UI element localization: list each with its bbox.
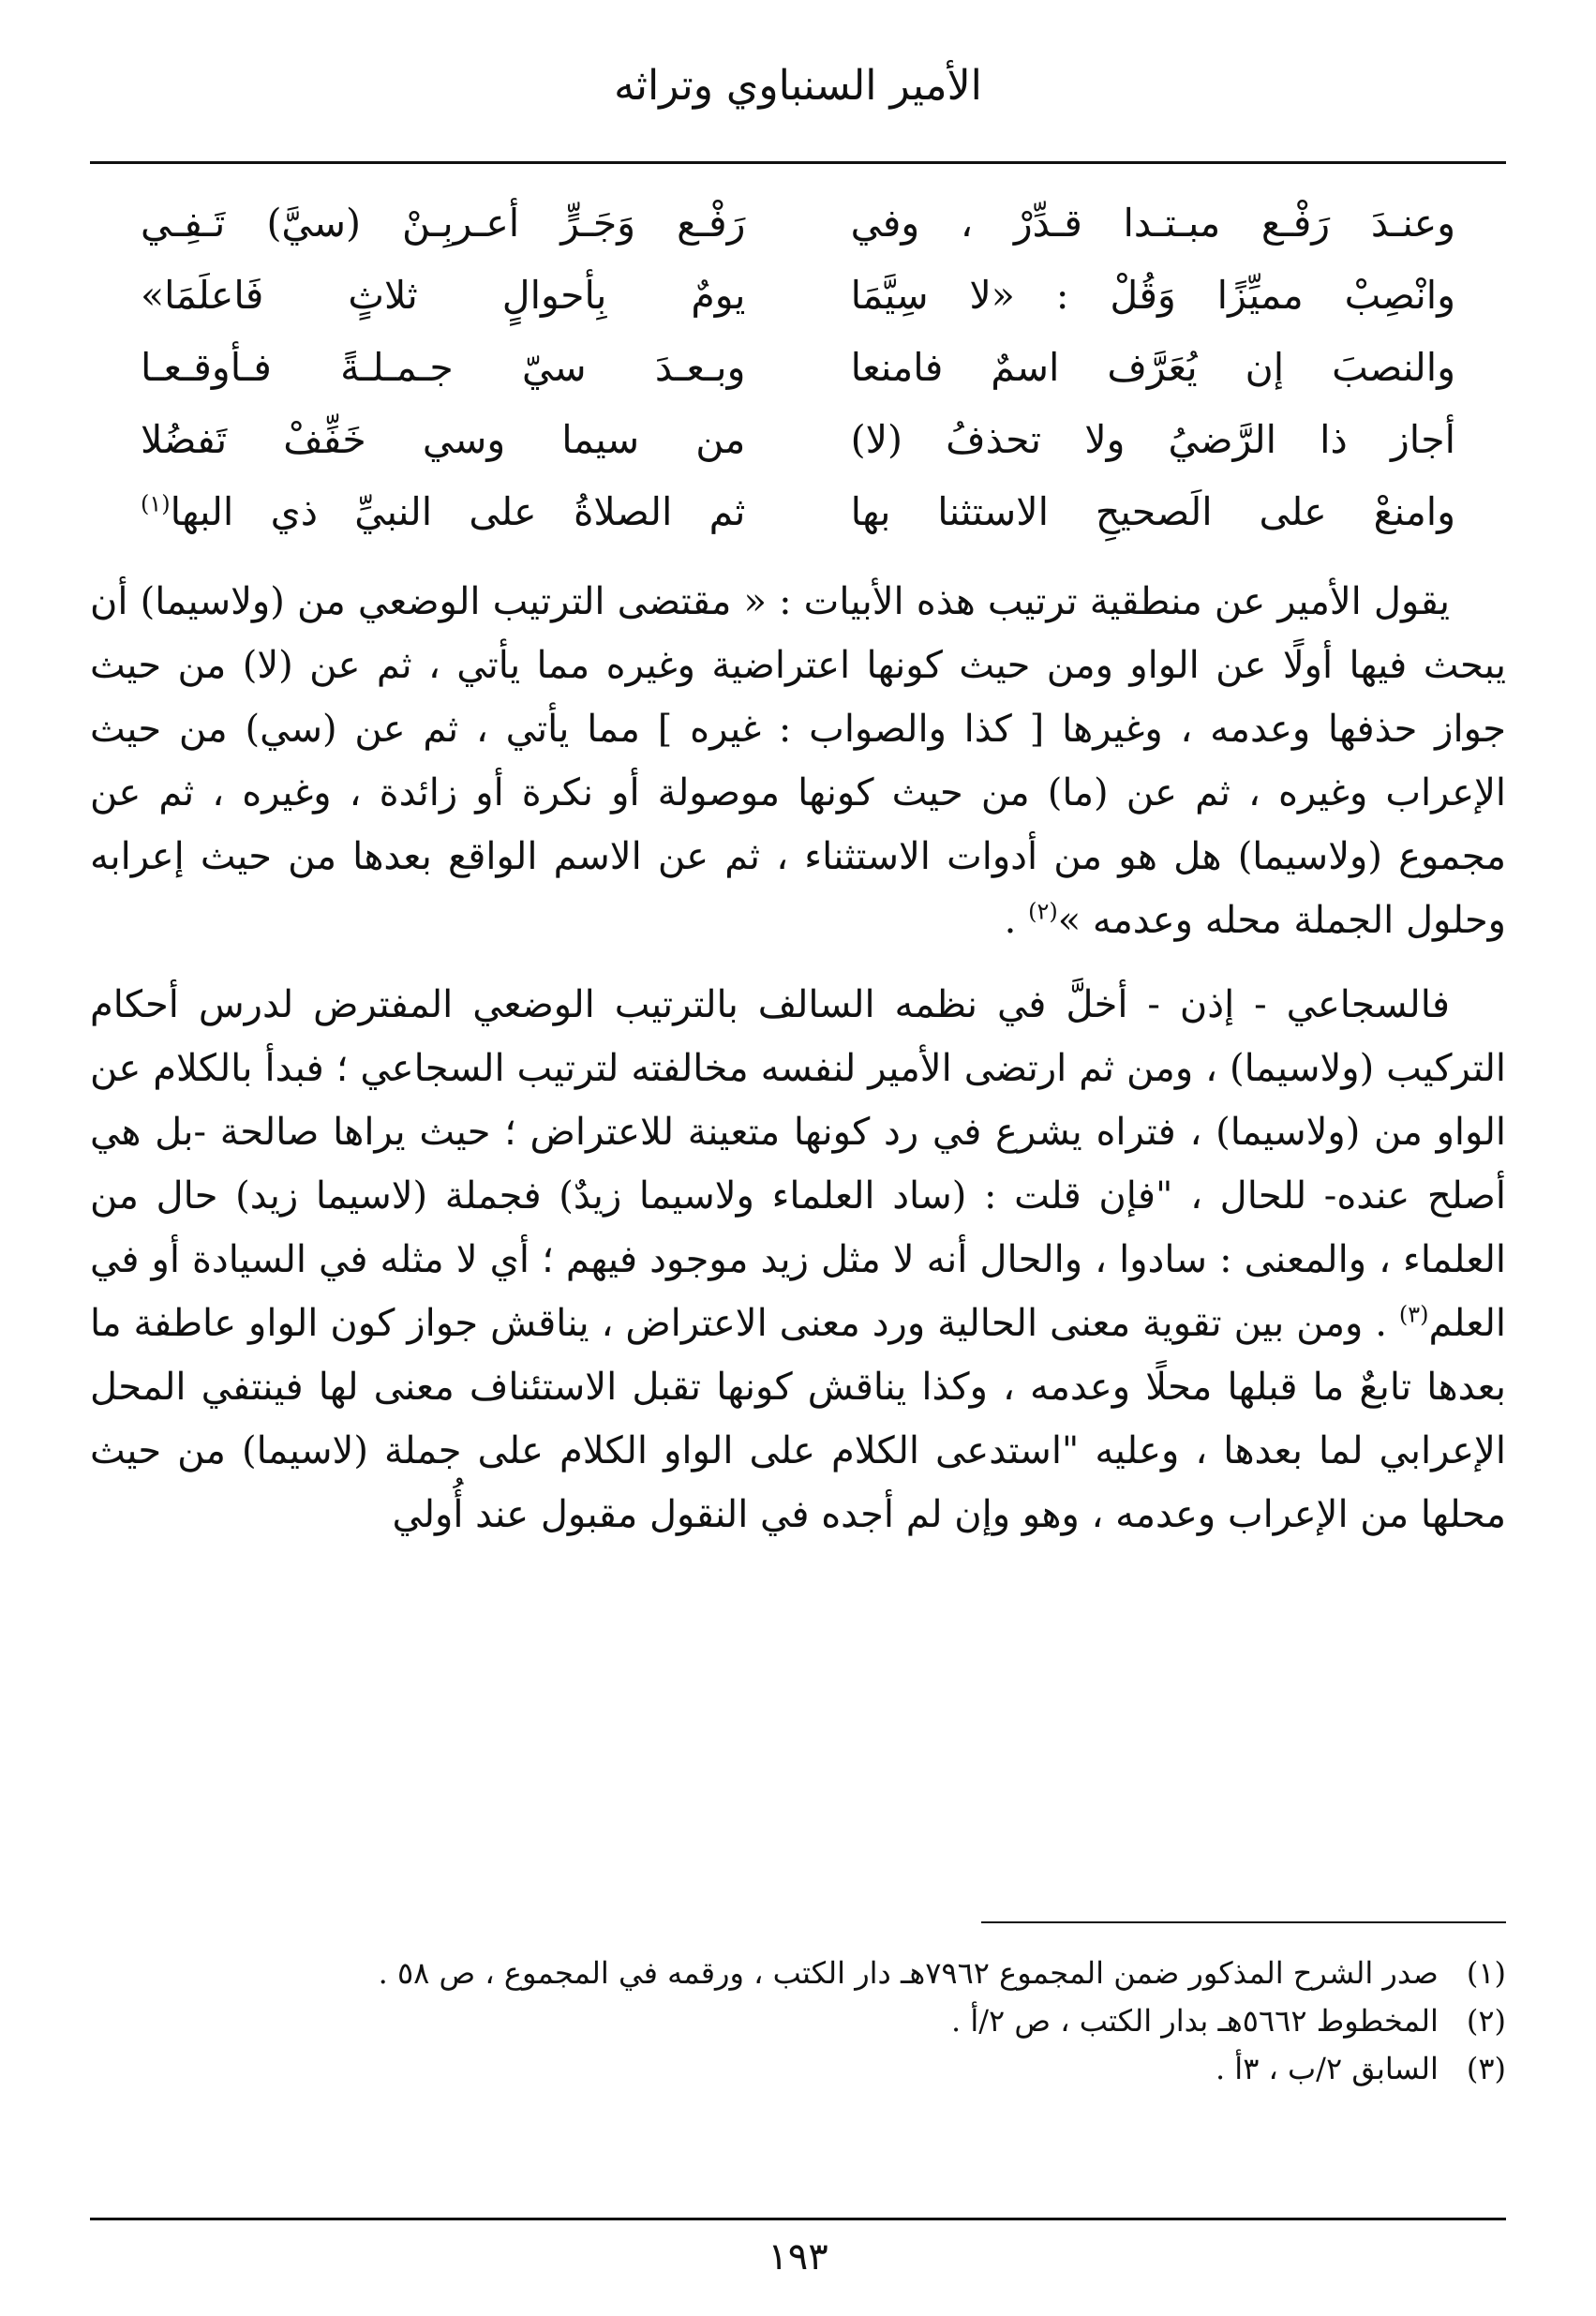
poem-verse — [141, 332, 1455, 404]
verse-first-hemistich: والنصبَ إن يُعَرَّف اسمٌ فامنعا — [850, 345, 1455, 390]
footnote-reference-2[interactable]: (٢) — [1028, 898, 1058, 925]
paragraph-text-tail: . — [1004, 899, 1029, 942]
footnote-number: (٢) — [1466, 2003, 1506, 2039]
footnote-reference-3[interactable]: (٣) — [1398, 1301, 1429, 1328]
footnote-divider — [981, 1921, 1506, 1923]
verse-second-hemistich: من سيما وسي خَفِّفْ تَفضُلا — [141, 417, 746, 462]
verse-second-hemistich: رَفْـع وَجَـرٍّ أعـربِـنْ (سيَّ) تَـفِـي — [141, 201, 746, 246]
footer-divider — [90, 2218, 1506, 2220]
footnote-text: السابق ٢/ب ، ٣أ . — [1215, 2051, 1439, 2086]
body-paragraph — [90, 973, 1506, 1546]
footnote-item — [90, 2045, 1506, 2093]
poem-verse — [141, 187, 1455, 260]
verse-second-hemistich: ثم الصلاةُ على النبيِّ ذي البها — [170, 489, 746, 534]
poem-block — [141, 187, 1455, 548]
paragraph-text: يقول الأمير عن منطقية ترتيب هذه الأبيات : « مقتضى الترتيب الوضعي من (ولاسيما) أن يبحث فيها أولًا عن الواو ومن حيث كونها اعتراضية وغيره مما يأتي ، ثم عن (لا) من حيث جواز حذفها وعدمه ، وغيرها [ كذا والصواب : غيره ] مما يأتي ، ثم عن (سي) من حيث الإعراب وغيره ، ثم عن (ما) من حيث كونها موصولة أو نكرة أو زائدة ، وغيره ، ثم عن مجموع (ولاسيما) هل هو من أدوات الاستثناء ، ثم عن الاسم الواقع بعدها من حيث إعرابه وحلول الجملة محله وعدمه » — [90, 580, 1506, 942]
paragraph-text: فالسجاعي - إذن - أخلَّ في نظمه السالف بالترتيب الوضعي المفترض لدرس أحكام التركيب (ولاسيما) ، ومن ثم ارتضى الأمير لنفسه مخالفته لترتيب السجاعي ؛ فبدأ بالكلام عن الواو من (ولاسيما) ، فتراه يشرع في رد كونها متعينة للاعتراض ؛ حيث يراها صالحة -بل هي أصلح عنده- للحال ، "فإن قلت : (ساد العلماء ولاسيما زيدٌ) فجملة (لاسيما زيد) حال من العلماء ، والمعنى : سادوا ، والحال أنه لا مثل زيد موجود فيهم ؛ أي لا مثله في السيادة أو في العلم — [90, 983, 1506, 1345]
verse-second-hemistich: يومٌ بِأحوالٍ ثلاثٍ فَاعلَمَا» — [141, 273, 746, 318]
body-text — [90, 570, 1506, 1546]
verse-first-hemistich: أجاز ذا الرَّضيُ ولا تحذفُ (لا) — [850, 417, 1455, 462]
footnotes-section — [90, 1950, 1506, 2093]
footnote-item — [90, 1997, 1506, 2045]
running-header-title: الأمير السنباوي وتراثه — [614, 62, 982, 110]
poem-verse — [141, 476, 1455, 548]
footnote-item — [90, 1950, 1506, 1997]
footnote-text: المخطوط ٥٦٦٢هـ بدار الكتب ، ص ٢/أ . — [950, 2003, 1439, 2039]
verse-first-hemistich: وعنـدَ رَفْـع مبـتـدا قـدِّرْ ، وفي — [850, 201, 1455, 246]
paragraph-text-tail: . ومن بين تقوية معنى الحالية ورد معنى الاعتراض ، يناقش جواز كون الواو عاطفة ما بعدها تابعٌ ما قبلها محلًا وعدمه ، وكذا يناقش كونها تقبل الاستئناف معنى لها فينتفي المحل الإعرابي لما بعدها ، وعليه "استدعى الكلام على الواو الكلام على جملة (لاسيما) من حيث محلها من الإعراب وعدمه ، وهو وإن لم أجده في النقول مقبول عند أُولي — [90, 1302, 1506, 1536]
verse-first-hemistich: وانْصِبْ مميِّزًا وَقُلْ : «لا سِيَّمَا — [850, 273, 1455, 318]
poem-verse — [141, 404, 1455, 476]
verse-second-hemistich-with-ref — [141, 476, 745, 548]
footnote-reference-1[interactable]: (١) — [141, 490, 171, 517]
footnote-number: (١) — [1466, 1955, 1506, 1991]
poem-verse — [141, 260, 1455, 332]
verse-first-hemistich: وامنعْ على الَصحيحِ الاستثنا بها — [850, 489, 1455, 534]
footnote-text: صدر الشرح المذكور ضمن المجموع ٧٩٦٢هـ دار الكتب ، ورقمه في المجموع ، ص ٥٨ . — [378, 1955, 1439, 1991]
verse-second-hemistich: وبـعـدَ سيّ جـمـلـةً فـأوقـعـا — [141, 345, 746, 390]
footnote-number: (٣) — [1466, 2051, 1506, 2086]
header-divider — [90, 161, 1506, 164]
body-paragraph — [90, 570, 1506, 952]
page-number: ١٩٣ — [768, 2235, 828, 2279]
